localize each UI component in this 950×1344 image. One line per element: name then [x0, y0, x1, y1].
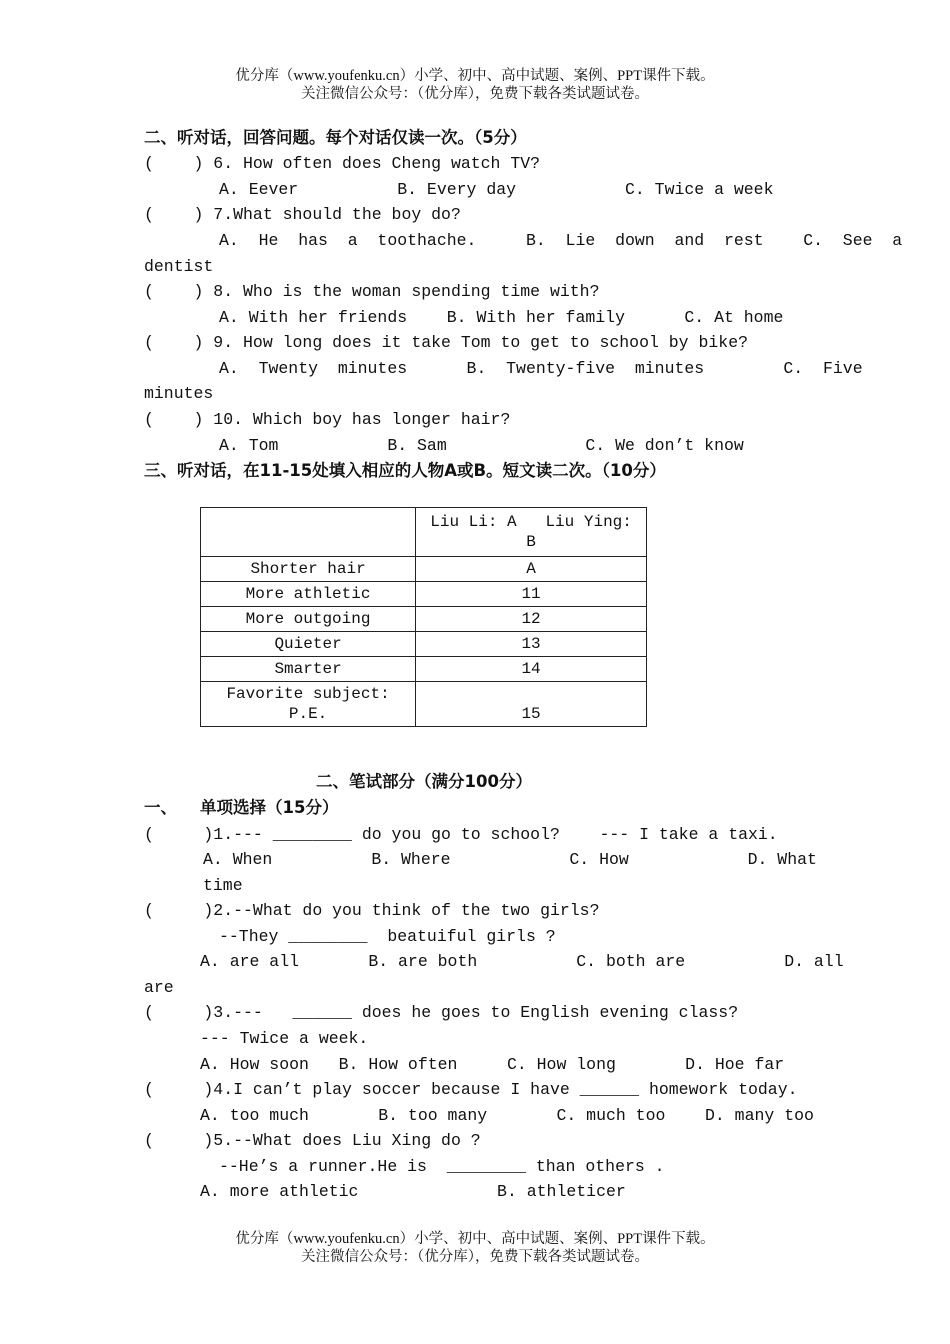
- question-1: ( )1.--- ________ do you go to school? --- I take a taxi.: [144, 825, 778, 844]
- question-5: ( )5.--What does Liu Xing do ?: [144, 1131, 481, 1150]
- question-4: ( )4.I can’t play soccer because I have ______ homework today.: [144, 1080, 798, 1099]
- question-2: ( )2.--What do you think of the two girls?: [144, 901, 600, 920]
- table-header-empty-cell: [201, 508, 416, 557]
- question-1-options: A. When B. Where C. How D. What: [203, 850, 817, 869]
- header-line-2: 关注微信公众号：（优分库），免费下载各类试题试卷。: [301, 86, 649, 102]
- question-6-options: A. Eever B. Every day C. Twice a week: [219, 180, 774, 199]
- table-last-row-label-line-2: P.E.: [288, 705, 328, 723]
- question-7-options: A. He has a toothache. B. Lie down and rest C. See a: [219, 231, 903, 250]
- question-7: ( ) 7.What should the boy do?: [144, 205, 461, 224]
- question-7-options-wrap: dentist: [144, 257, 214, 276]
- question-8-options: A. With her friends B. With her family C. At home: [219, 308, 784, 327]
- written-part-title: 二、笔试部分（满分100分）: [316, 772, 532, 791]
- question-9: ( ) 9. How long does it take Tom to get to school by bike?: [144, 333, 748, 352]
- table-row-label: Shorter hair: [201, 557, 416, 582]
- question-6: ( ) 6. How often does Cheng watch TV?: [144, 154, 541, 173]
- section3-title: 三、听对话，在11-15处填入相应的人物A或B。短文读二次。（10分）: [144, 461, 666, 480]
- question-3: ( )3.--- ______ does he goes to English evening class?: [144, 1003, 739, 1022]
- table-row-label: Smarter: [201, 657, 416, 682]
- table-row-last: [201, 682, 647, 727]
- table-row-value: A: [416, 557, 647, 582]
- question-9-options-wrap: minutes: [144, 384, 214, 403]
- table-header-row: [201, 508, 647, 557]
- table-header-cell: [416, 508, 647, 557]
- section2-title: 二、听对话，回答问题。每个对话仅读一次。（5分）: [144, 128, 527, 147]
- table-row: [201, 632, 647, 657]
- table-row-label: Quieter: [201, 632, 416, 657]
- question-10-options: A. Tom B. Sam C. We don’t know: [219, 436, 744, 455]
- question-1-options-wrap: time: [203, 876, 243, 895]
- question-10: ( ) 10. Which boy has longer hair?: [144, 410, 511, 429]
- table-last-row-label: [201, 682, 416, 727]
- question-3-sub: --- Twice a week.: [200, 1029, 369, 1048]
- question-4-options: A. too much B. too many C. much too D. many too: [200, 1106, 814, 1125]
- comparison-table: [200, 507, 647, 727]
- table-row-value: 11: [416, 582, 647, 607]
- table-row-value: 14: [416, 657, 647, 682]
- table-row: [201, 607, 647, 632]
- question-5-options: A. more athletic B. athleticer: [200, 1182, 626, 1201]
- footer-line-1: 优分库（www.youfenku.cn）小学、初中、高中试题、案例、PPT课件下载。: [235, 1231, 715, 1247]
- question-5-sub: --He’s a runner.He is ________ than others .: [219, 1157, 665, 1176]
- header-line-1: 优分库（www.youfenku.cn）小学、初中、高中试题、案例、PPT课件下载。: [235, 68, 715, 84]
- part1-title: 一、 单项选择（15分）: [144, 798, 339, 817]
- table-row-value: 12: [416, 607, 647, 632]
- table-header-line-2: B: [526, 533, 536, 551]
- table-row: [201, 657, 647, 682]
- question-2-sub: --They ________ beatuiful girls ?: [219, 927, 556, 946]
- question-2-options: A. are all B. are both C. both are D. all: [200, 952, 844, 971]
- table-row-label: More athletic: [201, 582, 416, 607]
- question-2-options-wrap: are: [144, 978, 174, 997]
- table-last-row-value: 15: [416, 682, 647, 727]
- table-row: [201, 582, 647, 607]
- footer-line-2: 关注微信公众号：（优分库），免费下载各类试题试卷。: [301, 1249, 649, 1265]
- table-header-line-1: Liu Li: A Liu Ying:: [430, 513, 632, 531]
- table-row-value: 13: [416, 632, 647, 657]
- table-row-label: More outgoing: [201, 607, 416, 632]
- question-9-options: A. Twenty minutes B. Twenty-five minutes C. Five: [219, 359, 863, 378]
- table-last-row-label-line-1: Favorite subject:: [226, 685, 390, 703]
- table-row: [201, 557, 647, 582]
- question-8: ( ) 8. Who is the woman spending time with?: [144, 282, 600, 301]
- question-3-options: A. How soon B. How often C. How long D. Hoe far: [200, 1055, 785, 1074]
